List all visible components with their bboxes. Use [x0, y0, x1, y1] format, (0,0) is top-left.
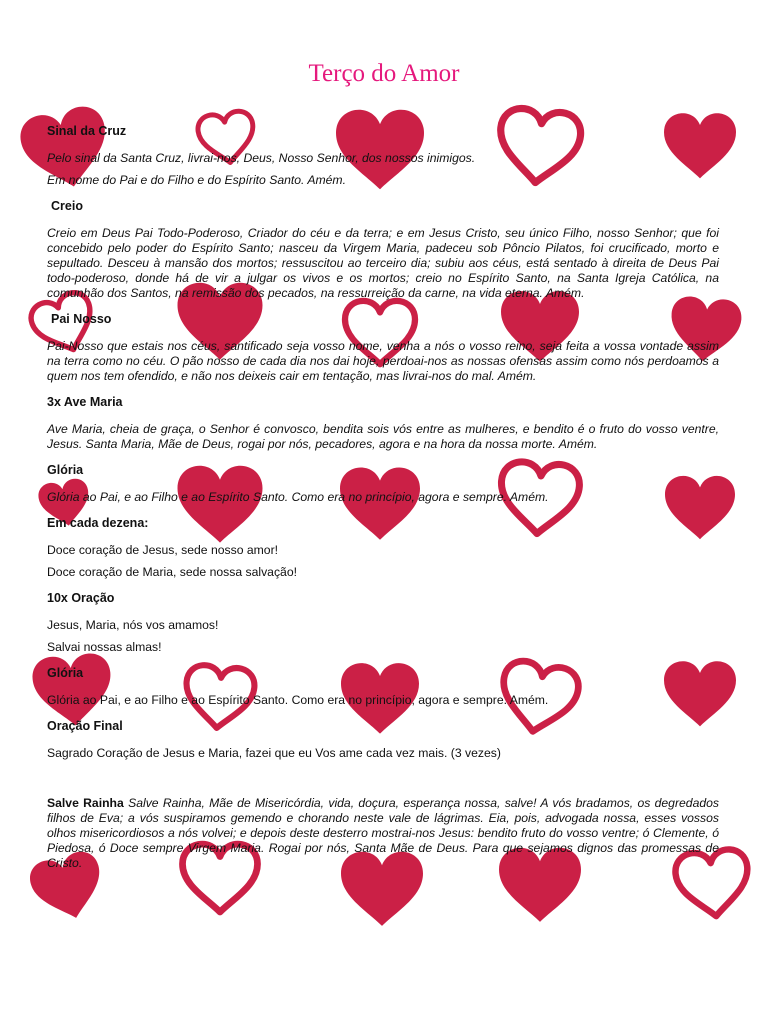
gloria-2-text: Glória ao Pai, e ao Filho e ao Espírito Santo. Como era no princípio, agora e sempre. Amém.: [47, 693, 549, 707]
sinal-line-2: Em nome do Pai e do Filho e do Espírito Santo. Amém.: [47, 173, 346, 187]
salve-rainha-text: Salve Rainha, Mãe de Misericórdia, vida, doçura, esperança nossa, salve! A vós bradamos, os degredados filhos de Eva; a vós suspiramos gemendo e chorando neste vale de lágrimas. Eia, pois, advogada nossa, esses vossos olhos misericordiosos a nós volvei; e depois deste desterro mostrai-nos Jesus: bendito fruto do vosso ventre; ó Clemente, ó Piedosa, ó Doce sempre Virgem Maria. Rogai por nós, Santa Mãe de Deus. Para que sejamos dignos das promessas de Cristo.: [47, 796, 719, 870]
pai-nosso-text: Pai-Nosso que estais nos céus, santificado seja vosso nome, venha a nós o vosso reino, seja feita a vossa vontade assim na terra como no céu. O pão nosso de cada dia nos dai hoje, perdoai-nos as nossas ofensas assim como nós perdoamos a quem nos tem ofendido, e não nos deixeis cair em tentação, mas livrai-nos do mal. Amém.: [47, 339, 719, 383]
ave-maria-text: Ave Maria, cheia de graça, o Senhor é convosco, bendita sois vós entre as mulheres, e bendito é o fruto do vosso ventre, Jesus. Santa Maria, Mãe de Deus, rogai por nós, pecadores, agora e na hora da nossa morte. Amém.: [47, 422, 719, 451]
dezena-line-2: Doce coração de Maria, sede nossa salvação!: [47, 565, 297, 579]
heading-salve-rainha: Salve Rainha: [47, 796, 124, 810]
oracao-line-2: Salvai nossas almas!: [47, 640, 162, 654]
gloria-1-text: Glória ao Pai, e ao Filho e ao Espírito Santo. Como era no princípio, agora e sempre. Amém.: [47, 490, 549, 504]
creio-text: Creio em Deus Pai Todo-Poderoso, Criador do céu e da terra; e em Jesus Cristo, seu único Filho, nosso Senhor; que foi concebido pelo poder do Espírito Santo; nasceu da Virgem Maria, padeceu sob Pôncio Pilatos, foi crucificado, morto e sepultado. Desceu à mansão dos mortos; ressuscitou ao terceiro dia; subiu aos céus, está sentado à direita de Deus Pai todo-poderoso, donde há de vir a julgar os vivos e os mortos; creio no Espírito Santo, na Santa Igreja Católica, na comunhão dos Santos, na remissão dos pecados, na ressurreição da carne, na vida eterna. Amém.: [47, 226, 719, 300]
heading-oracao-final: Oração Final: [47, 719, 123, 733]
oracao-line-1: Jesus, Maria, nós vos amamos!: [47, 618, 219, 632]
heading-pai-nosso: Pai Nosso: [51, 312, 112, 326]
heading-gloria-1: Glória: [47, 463, 84, 477]
dezena-line-1: Doce coração de Jesus, sede nosso amor!: [47, 543, 279, 557]
page-title: Terço do Amor: [308, 60, 460, 87]
heading-gloria-2: Glória: [47, 666, 84, 680]
salve-rainha-paragraph: [47, 796, 719, 871]
sinal-line-1: Pelo sinal da Santa Cruz, livrai-nos, Deus, Nosso Senhor, dos nossos inimigos.: [47, 151, 476, 165]
heading-creio: Creio: [51, 199, 83, 213]
heading-em-cada-dezena: Em cada dezena:: [47, 516, 149, 530]
heading-ave-maria: 3x Ave Maria: [47, 395, 123, 409]
oracao-final-text: Sagrado Coração de Jesus e Maria, fazei que eu Vos ame cada vez mais. (3 vezes): [47, 746, 501, 760]
heading-sinal-da-cruz: Sinal da Cruz: [47, 124, 127, 138]
heading-10x-oracao: 10x Oração: [47, 591, 115, 605]
prayer-content: [47, 124, 719, 882]
